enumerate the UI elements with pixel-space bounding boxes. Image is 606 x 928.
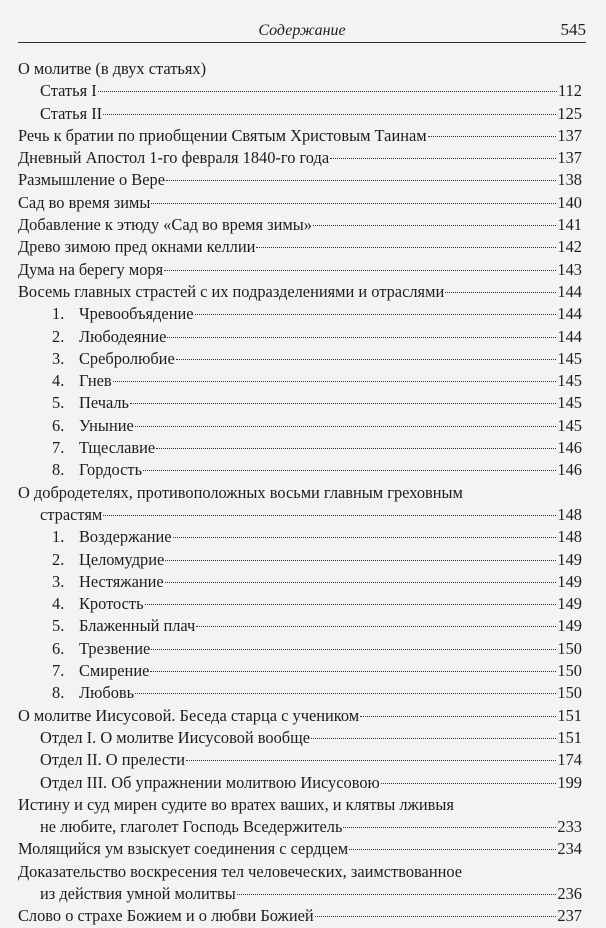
toc-entry-page: 146	[557, 438, 582, 458]
toc-entry-page: 143	[557, 259, 582, 279]
toc-entry-title: Дума на берегу моря	[18, 259, 164, 279]
toc-entry	[18, 593, 582, 615]
toc-entry	[18, 638, 582, 660]
toc-entry	[18, 415, 582, 437]
toc-entry-title: Смирение	[79, 661, 150, 681]
dot-leader	[186, 760, 556, 761]
dot-leader	[256, 247, 556, 248]
toc-entry-number: 8.	[52, 683, 65, 703]
toc-entry-page: 150	[557, 683, 582, 703]
toc-entry-page: 151	[557, 705, 582, 725]
toc-entry	[18, 705, 582, 727]
toc-entry-title: Уныние	[79, 415, 134, 435]
toc-entry	[18, 125, 582, 147]
toc-entry-title: Отдел II. О прелести	[40, 750, 186, 770]
toc-entry	[18, 281, 582, 303]
toc-entry-title: из действия умной молитвы	[40, 883, 236, 903]
toc-entry-number: 6.	[52, 638, 65, 658]
toc-entry-title: Сад во время зимы	[18, 192, 151, 212]
toc-entry-page: 148	[557, 504, 582, 524]
toc-entry-title: О добродетелях, противоположных восьми главным греховным	[18, 482, 463, 502]
toc-entry-title: Любовь	[79, 683, 135, 703]
dot-leader	[381, 783, 557, 784]
dot-leader	[173, 537, 557, 538]
dot-leader	[130, 403, 556, 404]
toc-entry-page: 145	[557, 371, 582, 391]
toc-entry	[18, 749, 582, 771]
dot-leader	[165, 582, 557, 583]
toc-entry-number: 5.	[52, 393, 65, 413]
toc-entry-title: Трезвение	[79, 638, 151, 658]
dot-leader	[196, 626, 556, 627]
dot-leader	[167, 337, 556, 338]
toc-entry-title: Размышление о Вере	[18, 170, 165, 190]
dot-leader	[445, 292, 556, 293]
toc-entry	[18, 259, 582, 281]
toc-entry-number: 8.	[52, 460, 65, 480]
toc-entry	[18, 727, 582, 749]
dot-leader	[135, 693, 556, 694]
toc-entry-title: Блаженный плач	[79, 616, 196, 636]
toc-entry	[18, 103, 582, 125]
toc-entry-page: 149	[557, 594, 582, 614]
toc-entry-title: Древо зимою пред окнами келлии	[18, 237, 256, 257]
dot-leader	[311, 738, 556, 739]
dot-leader	[176, 359, 557, 360]
toc-entry-page: 149	[557, 571, 582, 591]
toc-entry	[18, 303, 582, 325]
toc-entry-number: 3.	[52, 348, 65, 368]
toc-entry	[18, 615, 582, 637]
toc-entry	[18, 838, 582, 860]
toc-entry	[18, 660, 582, 682]
toc-entry-title: Статья II	[40, 103, 103, 123]
toc-entry	[18, 370, 582, 392]
toc-entry	[18, 58, 582, 80]
dot-leader	[150, 671, 556, 672]
toc-entry-title: не любите, глаголет Господь Вседержитель	[40, 817, 343, 837]
dot-leader	[165, 560, 556, 561]
toc-entry-number: 5.	[52, 616, 65, 636]
toc-entry-page: 144	[557, 281, 582, 301]
dot-leader	[349, 849, 556, 850]
toc-entry	[18, 326, 582, 348]
toc-entry-page: 151	[557, 727, 582, 747]
toc-entry-number: 6.	[52, 415, 65, 435]
toc-entry-page: 145	[557, 393, 582, 413]
toc-entry-title: Целомудрие	[79, 549, 165, 569]
dot-leader	[315, 916, 557, 917]
table-of-contents	[18, 58, 582, 928]
toc-entry	[18, 861, 582, 883]
dot-leader	[237, 894, 557, 895]
toc-entry	[18, 214, 582, 236]
toc-entry	[18, 504, 582, 526]
dot-leader	[135, 426, 557, 427]
dot-leader	[145, 604, 557, 605]
toc-entry-page: 144	[557, 304, 582, 324]
toc-entry-number: 7.	[52, 438, 65, 458]
toc-entry-title: Кротость	[79, 594, 144, 614]
toc-entry-page: 112	[558, 81, 582, 101]
toc-entry	[18, 772, 582, 794]
toc-entry	[18, 571, 582, 593]
toc-entry-title: Молящийся ум взыскует соединения с сердцем	[18, 839, 349, 859]
dot-leader	[164, 270, 556, 271]
toc-entry-title: Отдел III. Об упражнении молитвою Иисусовою	[40, 772, 380, 792]
toc-entry-title: Статья I	[40, 81, 97, 101]
toc-entry-number: 4.	[52, 371, 65, 391]
toc-entry-title: страстям	[40, 504, 103, 524]
toc-entry	[18, 437, 582, 459]
toc-entry-title: Гнев	[79, 371, 112, 391]
toc-entry-page: 233	[557, 817, 582, 837]
toc-entry	[18, 482, 582, 504]
toc-entry	[18, 905, 582, 927]
toc-entry-title: Истину и суд мирен судите во вратех ваших, и клятвы лживыя	[18, 794, 454, 814]
toc-entry-title: Воздержание	[79, 527, 172, 547]
toc-entry-title: Дневный Апостол 1-го февраля 1840-го года	[18, 148, 330, 168]
toc-entry-number: 1.	[52, 527, 65, 547]
dot-leader	[98, 91, 557, 92]
toc-entry	[18, 236, 582, 258]
toc-entry-page: 140	[557, 192, 582, 212]
running-header	[18, 16, 586, 43]
page-number: 545	[560, 20, 586, 39]
toc-entry-page: 150	[557, 661, 582, 681]
toc-entry-page: 137	[557, 148, 582, 168]
toc-entry	[18, 682, 582, 704]
toc-entry-page: 142	[557, 237, 582, 257]
toc-entry-page: 236	[557, 883, 582, 903]
toc-entry-page: 125	[557, 103, 582, 123]
toc-entry-title: О молитве (в двух статьях)	[18, 59, 207, 78]
toc-entry-title: Гордость	[79, 460, 143, 480]
toc-entry-title: Нестяжание	[79, 571, 164, 591]
toc-entry-page: 199	[557, 772, 582, 792]
toc-entry-page: 237	[557, 906, 582, 926]
dot-leader	[343, 827, 556, 828]
toc-entry	[18, 392, 582, 414]
toc-entry	[18, 549, 582, 571]
toc-entry	[18, 459, 582, 481]
dot-leader	[360, 716, 556, 717]
toc-entry-page: 174	[557, 750, 582, 770]
toc-entry-page: 145	[557, 415, 582, 435]
dot-leader	[151, 203, 556, 204]
dot-leader	[113, 381, 557, 382]
toc-entry-title: Чревообъядение	[79, 304, 194, 324]
toc-entry-number: 2.	[52, 549, 65, 569]
toc-entry-number: 4.	[52, 594, 65, 614]
toc-entry	[18, 816, 582, 838]
toc-entry-title: О молитве Иисусовой. Беседа старца с учеником	[18, 705, 360, 725]
toc-entry-title: Восемь главных страстей с их подразделениями и отраслями	[18, 281, 445, 301]
toc-entry-number: 3.	[52, 571, 65, 591]
dot-leader	[143, 470, 556, 471]
toc-entry	[18, 348, 582, 370]
toc-entry-title: Тщеславие	[79, 438, 156, 458]
toc-entry-number: 1.	[52, 304, 65, 324]
toc-entry-title: Слово о страхе Божием и о любви Божией	[18, 906, 314, 926]
toc-entry-title: Сребролюбие	[79, 348, 175, 368]
dot-leader	[195, 314, 557, 315]
dot-leader	[313, 225, 556, 226]
toc-entry	[18, 794, 582, 816]
toc-entry-page: 148	[557, 527, 582, 547]
toc-entry	[18, 80, 582, 102]
dot-leader	[166, 180, 556, 181]
dot-leader	[151, 649, 556, 650]
toc-entry-page: 234	[557, 839, 582, 859]
toc-entry-page: 149	[557, 549, 582, 569]
dot-leader	[156, 448, 556, 449]
running-title: Содержание	[258, 22, 346, 39]
toc-entry-page: 149	[557, 616, 582, 636]
toc-entry-title: Речь к братии по приобщении Святым Христовым Таинам	[18, 125, 427, 145]
toc-entry-page: 145	[557, 348, 582, 368]
toc-entry-page: 141	[557, 215, 582, 235]
toc-entry-page: 137	[557, 125, 582, 145]
toc-entry-page: 150	[557, 638, 582, 658]
toc-entry-title: Любодеяние	[79, 326, 167, 346]
toc-entry	[18, 169, 582, 191]
dot-leader	[428, 136, 557, 137]
dot-leader	[103, 114, 556, 115]
toc-entry	[18, 883, 582, 905]
dot-leader	[103, 515, 556, 516]
toc-entry-page: 144	[557, 326, 582, 346]
toc-entry	[18, 526, 582, 548]
toc-entry-page: 146	[557, 460, 582, 480]
toc-entry-title: Отдел I. О молитве Иисусовой вообще	[40, 727, 311, 747]
toc-entry	[18, 147, 582, 169]
toc-entry-page: 138	[557, 170, 582, 190]
toc-entry-number: 7.	[52, 661, 65, 681]
toc-entry-title: Печаль	[79, 393, 130, 413]
toc-entry-number: 2.	[52, 326, 65, 346]
dot-leader	[330, 158, 556, 159]
toc-entry-title: Добавление к этюду «Сад во время зимы»	[18, 215, 312, 235]
toc-entry-title: Доказательство воскресения тел человеческих, заимствованное	[18, 861, 463, 881]
toc-entry	[18, 192, 582, 214]
